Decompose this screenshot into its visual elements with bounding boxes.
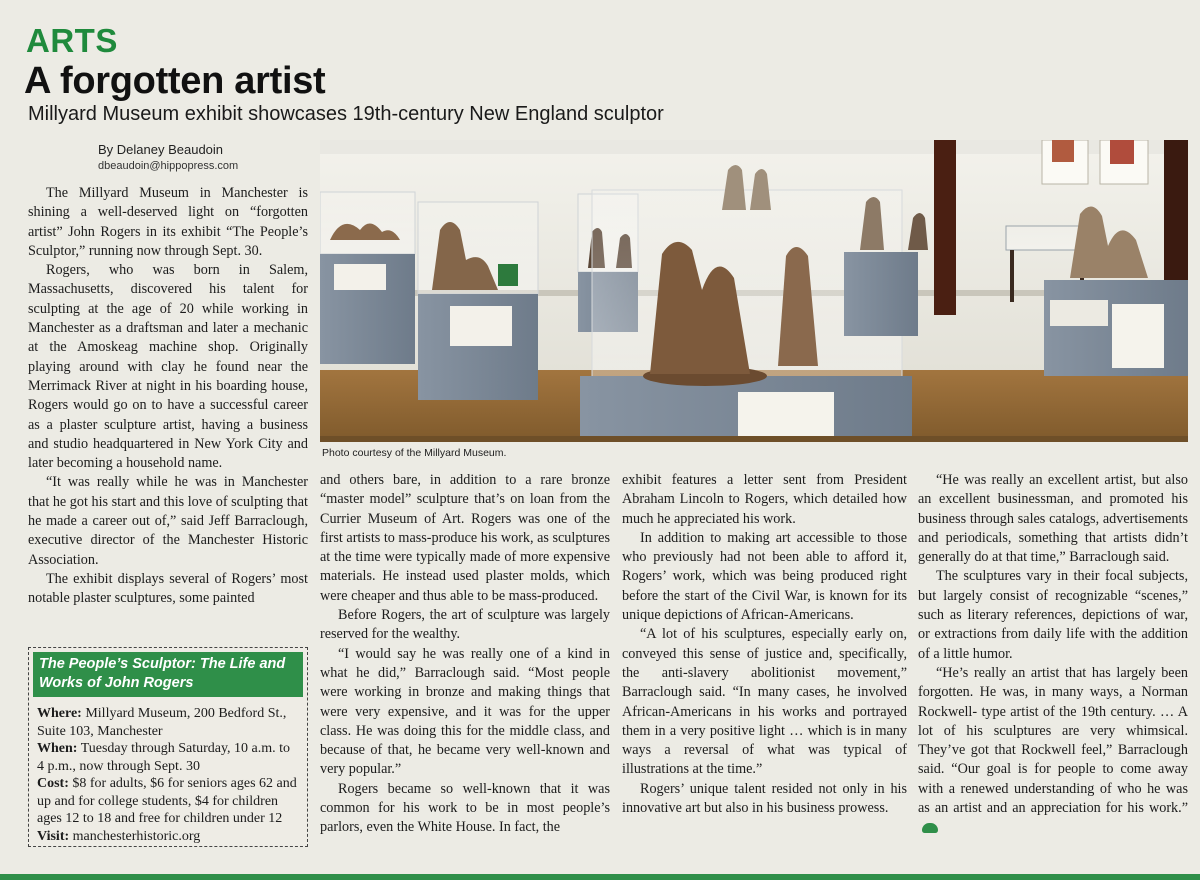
paragraph: The sculptures vary in their focal subjects, but largely consist of recognizable “scenes,” such as literary references, depictions of war, or extractions from daily life with the addition of a little humor. [918,568,1188,662]
article-column-1 [28,184,308,622]
info-box-title: The People’s Sculptor: The Life and Works of John Rogers [33,652,303,697]
paragraph: exhibit features a letter sent from President Abraham Lincoln to Rogers, which detailed how much he appreciated his work. [622,472,907,527]
info-label: Visit: [37,828,70,844]
photo-caption: Photo courtesy of the Millyard Museum. [322,447,507,459]
paragraph: “He was really an excellent artist, but also an excellent businessman, and promoted his business through sales catalogs, advertisements and periodicals, something that artists didn’t generally do at that time,” Barraclough said. [918,472,1188,566]
paragraph: “A lot of his sculptures, especially early on, conveyed this sense of justice and, specifically, the anti-slavery abolitionist movement,” Barraclough said. “In many cases, he involved African-Americans in his works and portrayed them in a very positive light … which is in many ways a reversal of what was typical of illustrations at the time.” [622,626,907,778]
pillar [934,140,956,315]
info-label: Cost: [37,776,69,791]
info-box-body [29,697,307,845]
section-label: ARTS [26,22,118,59]
info-cost [37,775,299,828]
article-column-4 [918,471,1188,875]
info-visit [37,828,299,846]
paragraph: Rogers, who was born in Salem, Massachusetts, discovered his talent for sculpting at the age of 20 while working in Manchester as a draftsman and later a mechanic at the Amoskeag machine shop. Originally playing around with clay he found near the Merrimack River at night in his boarding house, Rogers would go on to have a successful career as a plaster sculpture artist, having a business and studio headquartered in New York City and later becoming a household name. [28,262,308,472]
paragraph: The Millyard Museum in Manchester is shining a well-deserved light on “forgotten artist” John Rogers in its exhibit “The People’s Sculptor,” running now through Sept. 30. [28,185,308,259]
paragraph: Rogers became so well-known that it was common for his work to be in most people’s parlors, even the White House. In fact, the [320,780,610,836]
info-when [37,740,299,775]
info-label: When: [37,741,78,756]
deck-subheadline: Millyard Museum exhibit showcases 19th-century New England sculptor [28,103,664,125]
paragraph: “I would say he was really one of a kind in what he did,” Barraclough said. “Most people were working in bronze and making things that were very expensive, and it was for the upper class. He was doing this for the middle class, and because of that, he became very well-known and very popular.” [320,645,610,778]
paragraph: Rogers’ unique talent resided not only in his innovative art but also in his business prowess. [622,780,907,817]
paragraph: and others bare, in addition to a rare bronze “master model” sculpture that’s on loan from the Currier Museum of Art. Rogers was one of the first artists to mass-produce his work, as sculptures at the time were typically made of more expensive materials. He instead used plaster molds, which were cheaper and thus able to be mass-produced. [320,472,610,604]
info-where-value: Millyard Museum, 200 Bedford St., Suite 103, Manchester [37,706,287,739]
info-cost-value: $8 for adults, $6 for seniors ages 62 and up and for college students, $4 for children ages 12 to 18 and free for children under 12 [37,776,297,826]
paragraph: Before Rogers, the art of sculpture was largely reserved for the wealthy. [320,607,610,643]
exhibit-info-box [28,647,308,847]
paragraph-final [918,664,1188,838]
info-when-value: Tuesday through Saturday, 10 a.m. to 4 p.m., now through Sept. 30 [37,741,291,774]
info-label: Where: [37,706,82,721]
exhibit-photo [320,140,1188,442]
headline: A forgotten artist [24,60,326,102]
byline: By Delaney Beaudoin [98,142,224,157]
paragraph: “It was really while he was in Manchester that he got his start and this love of sculpting that he made a career out of,” said Jeff Barraclough, executive director of the Manchester Historic Association. [28,474,308,568]
article-column-3 [622,471,907,875]
paragraph-text: “He’s really an artist that has largely been forgotten. He was, in many ways, a Norman Rockwell- type artist of the 19th century. … A lot of his sculptures are very whimsical. They’ve got that Rockwell feel,” Barraclough said. “Our goal is for people to come away with a renewed understanding of who he was as an artist and an appreciation for his work.” [918,664,1188,817]
end-mark-icon [922,823,938,833]
bottom-rule [0,874,1200,880]
author-email[interactable]: dbeaudoin@hippopress.com [98,160,239,172]
paragraph: The exhibit displays several of Rogers’ most notable plaster sculptures, some painted [28,570,308,607]
info-where [37,705,299,740]
info-visit-link[interactable]: manchesterhistoric.org [72,828,201,844]
paragraph: In addition to making art accessible to those who previously had not been able to afford it, Rogers’ work, which was being produced right before the start of the Civil War, is known for its unique depictions of African-Americans. [622,529,907,624]
article-column-2 [320,471,610,875]
